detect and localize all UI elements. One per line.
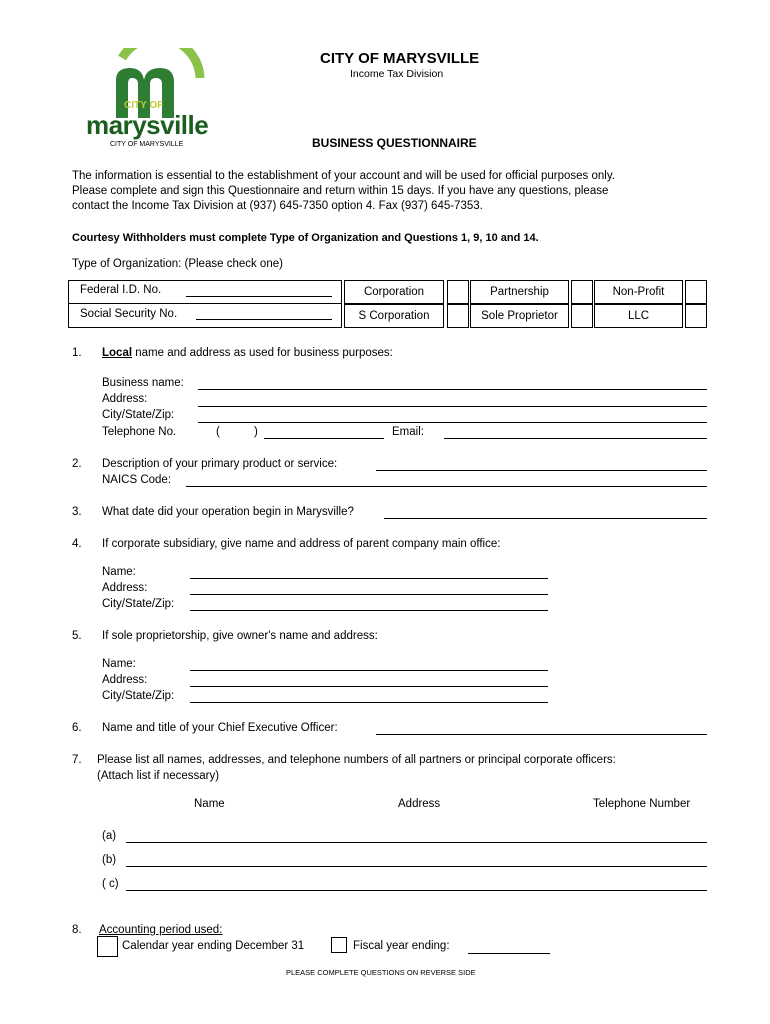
ssn-label: Social Security No. [80, 308, 178, 320]
city-title: CITY OF MARYSVILLE [320, 50, 480, 67]
org-prompt: Type of Organization: (Please check one) [72, 258, 283, 270]
calendar-year-label: Calendar year ending December 31 [122, 940, 305, 952]
q4-city-label: City/State/Zip: [102, 598, 175, 610]
city-state-zip-label: City/State/Zip: [102, 409, 175, 421]
q3-number: 3. [72, 506, 82, 518]
telephone-field[interactable] [264, 438, 384, 439]
q4-name-label: Name: [102, 566, 136, 578]
q3-text: What date did your operation begin in Marysville? [102, 506, 354, 518]
org-option-sole-proprietor [470, 304, 569, 328]
org-option-label: Sole Proprietor [481, 310, 558, 322]
parent-address-field[interactable] [190, 594, 548, 595]
llc-checkbox[interactable] [685, 304, 707, 328]
federal-id-field[interactable] [186, 296, 332, 297]
q8-text: Accounting period used: [99, 924, 223, 936]
col-address-header: Address [398, 798, 441, 810]
naics-field[interactable] [186, 486, 707, 487]
q1-text: name and address as used for business purposes: [132, 347, 393, 359]
q5-city-label: City/State/Zip: [102, 690, 175, 702]
area-code-close: ) [254, 426, 258, 438]
officer-row-b-field[interactable] [126, 866, 707, 867]
telephone-label: Telephone No. [102, 426, 177, 438]
naics-label: NAICS Code: [102, 474, 172, 486]
q4-number: 4. [72, 538, 82, 550]
org-option-partnership [470, 280, 569, 304]
q2-text: Description of your primary product or service: [102, 458, 338, 470]
ssn-field[interactable] [196, 319, 332, 320]
business-name-label: Business name: [102, 377, 184, 389]
owner-address-field[interactable] [190, 686, 548, 687]
city-logo [82, 48, 214, 140]
q5-name-label: Name: [102, 658, 136, 670]
q7-number: 7. [72, 754, 82, 766]
officer-row-a-label: (a) [102, 830, 117, 842]
col-phone-header: Telephone Number [593, 798, 691, 810]
org-option-label: Non-Profit [612, 286, 665, 298]
org-option-label: Partnership [490, 286, 549, 298]
corporation-checkbox[interactable] [447, 280, 469, 304]
officer-row-a-field[interactable] [126, 842, 707, 843]
q4-address-label: Address: [102, 582, 148, 594]
division-title: Income Tax Division [350, 68, 444, 80]
org-option-corporation [344, 280, 444, 304]
q2-number: 2. [72, 458, 82, 470]
fiscal-year-checkbox[interactable] [331, 937, 347, 953]
q8-number: 8. [72, 924, 82, 936]
org-option-nonprofit [594, 280, 683, 304]
address-field[interactable] [198, 406, 707, 407]
fiscal-year-field[interactable] [468, 953, 550, 954]
intro-line-2: Please complete and sign this Questionnaire and return within 15 days. If you have any questions, please [72, 185, 609, 197]
logo-word: marysville [86, 110, 209, 140]
footer-note: PLEASE COMPLETE QUESTIONS ON REVERSE SIDE [286, 968, 476, 977]
org-option-s-corporation [344, 304, 444, 328]
id-table-divider [68, 303, 342, 304]
org-option-llc [594, 304, 683, 328]
q7-note: (Attach list if necessary) [97, 770, 220, 782]
email-label: Email: [392, 426, 424, 438]
owner-name-field[interactable] [190, 670, 548, 671]
q5-number: 5. [72, 630, 82, 642]
intro-line-1: The information is essential to the establishment of your account and will be used for official purposes only. [72, 170, 615, 182]
intro-line-3: contact the Income Tax Division at (937) 645-7350 option 4. Fax (937) 645-7353. [72, 200, 483, 212]
courtesy-note: Courtesy Withholders must complete Type of Organization and Questions 1, 9, 10 and 14. [72, 232, 539, 244]
ceo-field[interactable] [376, 734, 707, 735]
business-name-field[interactable] [198, 389, 707, 390]
q6-text: Name and title of your Chief Executive Officer: [102, 722, 338, 734]
start-date-field[interactable] [384, 518, 707, 519]
address-label: Address: [102, 393, 148, 405]
q5-address-label: Address: [102, 674, 148, 686]
officer-row-c-label: ( c) [102, 878, 119, 890]
logo-caption: CITY OF MARYSVILLE [110, 141, 184, 148]
area-code-open: ( [216, 426, 220, 438]
s-corporation-checkbox[interactable] [447, 304, 469, 328]
form-title: BUSINESS QUESTIONNAIRE [312, 136, 477, 150]
q1-local: Local [102, 347, 133, 359]
nonprofit-checkbox[interactable] [685, 280, 707, 304]
officer-row-c-field[interactable] [126, 890, 707, 891]
q5-text: If sole proprietorship, give owner's name and address: [102, 630, 378, 642]
partnership-checkbox[interactable] [571, 280, 593, 304]
logo-small-text: CITY OF [124, 100, 164, 111]
email-field[interactable] [444, 438, 707, 439]
org-option-label: S Corporation [358, 310, 430, 322]
calendar-year-checkbox[interactable] [97, 936, 118, 957]
q6-number: 6. [72, 722, 82, 734]
sole-proprietor-checkbox[interactable] [571, 304, 593, 328]
q7-text: Please list all names, addresses, and telephone numbers of all partners or principal corporate officers: [97, 754, 616, 766]
fiscal-year-label: Fiscal year ending: [353, 940, 450, 952]
org-option-label: Corporation [363, 286, 425, 298]
federal-id-label: Federal I.D. No. [80, 284, 162, 296]
parent-name-field[interactable] [190, 578, 548, 579]
q1-number: 1. [72, 347, 82, 359]
officer-row-b-label: (b) [102, 854, 117, 866]
product-service-field[interactable] [376, 470, 707, 471]
city-state-zip-field[interactable] [198, 422, 707, 423]
q1-question [102, 347, 393, 359]
q4-text: If corporate subsidiary, give name and address of parent company main office: [102, 538, 501, 550]
org-option-label: LLC [627, 310, 650, 322]
owner-city-field[interactable] [190, 702, 548, 703]
parent-city-field[interactable] [190, 610, 548, 611]
col-name-header: Name [194, 798, 225, 810]
